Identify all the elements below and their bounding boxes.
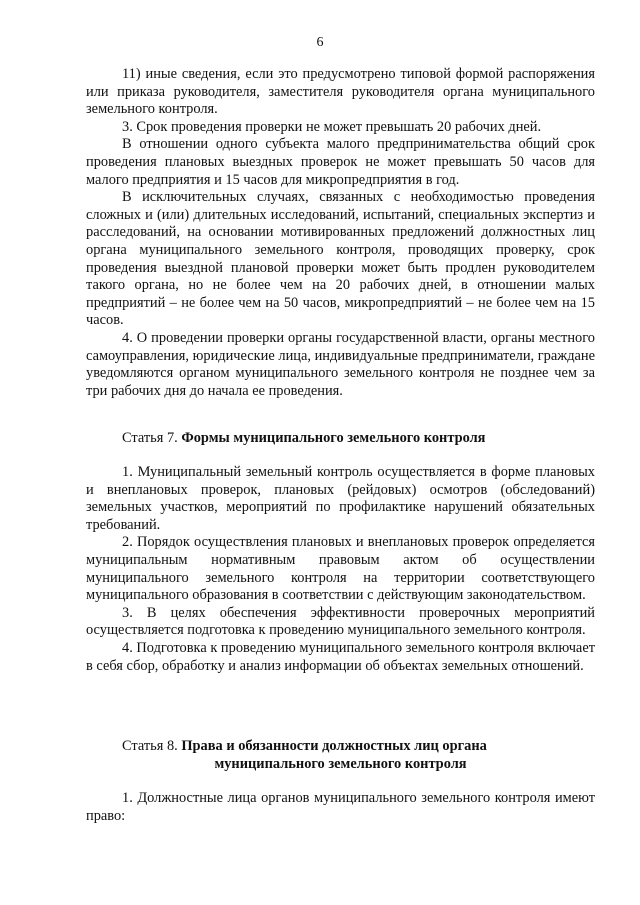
paragraph: 11) иные сведения, если это предусмотрено типовой формой распоряжения или приказа руководителя, заместителя руководителя органа муниципального земельного контроля.: [86, 66, 595, 118]
paragraph: 4. Подготовка к проведению муниципального земельного контроля включает в себя сбор, обработку и анализ информации об объектах земельных отношений.: [86, 639, 595, 674]
article-7-title: Формы муниципального земельного контроля: [181, 430, 486, 446]
article-7-heading: [86, 430, 595, 448]
article-8-prefix: Статья 8.: [122, 738, 182, 754]
article-8-heading: [86, 738, 595, 773]
article-7-prefix: Статья 7.: [122, 430, 182, 446]
paragraph: 1. Муниципальный земельный контроль осуществляется в форме плановых и внеплановых проверок, плановых (рейдовых) осмотров (обследований) земельных участков, мероприятий по профилактике нарушений обязательных требований.: [86, 464, 595, 533]
paragraph: В исключительных случаях, связанных с необходимостью проведения сложных и (или) длительных исследований, испытаний, специальных экспертиз и расследований, на основании мотивированных предложений должностных лиц органа муниципального земельного контроля, проводящих проверку, срок проведения выездной плановой проверки может быть продлен руководителем такого органа, но не более чем на 20 рабочих дней, в отношении малых предприятий – не более чем на 50 часов, микропредприятий – не более чем на 15 часов.: [86, 189, 595, 329]
article-8-title-line-2: муниципального земельного контроля: [214, 755, 467, 772]
paragraph: 1. Должностные лица органов муниципального земельного контроля имеют право:: [86, 790, 595, 824]
paragraph: 3. В целях обеспечения эффективности проверочных мероприятий осуществляется подготовка к проведению муниципального земельного контроля.: [86, 604, 595, 639]
section-block-3: [86, 790, 595, 825]
paragraph: 3. Срок проведения проверки не может превышать 20 рабочих дней.: [122, 118, 542, 135]
paragraph: 2. Порядок осуществления плановых и внеплановых проверок определяется муниципальным нормативным правовым актом об осуществлении муниципального земельного контроля на территории соответствующего муниципального образования в соответствии с действующим законодательством.: [86, 534, 595, 604]
section-block-1: [86, 66, 595, 400]
page-number: 6: [316, 35, 324, 50]
section-block-2: [86, 464, 595, 675]
paragraph: В отношении одного субъекта малого предпринимательства общий срок проведения плановых выездных проверок не может превышать 50 часов для малого предприятия и 15 часов для микропредприятия в год.: [86, 136, 595, 188]
article-8-title-line-1: Права и обязанности должностных лиц органа: [181, 738, 487, 754]
paragraph: 4. О проведении проверки органы государственной власти, органы местного самоуправления, юридические лица, индивидуальные предприниматели, граждане уведомляются органом муниципального земельного контроля не позднее чем за три рабочих дня до начала ее проведения.: [86, 329, 595, 399]
